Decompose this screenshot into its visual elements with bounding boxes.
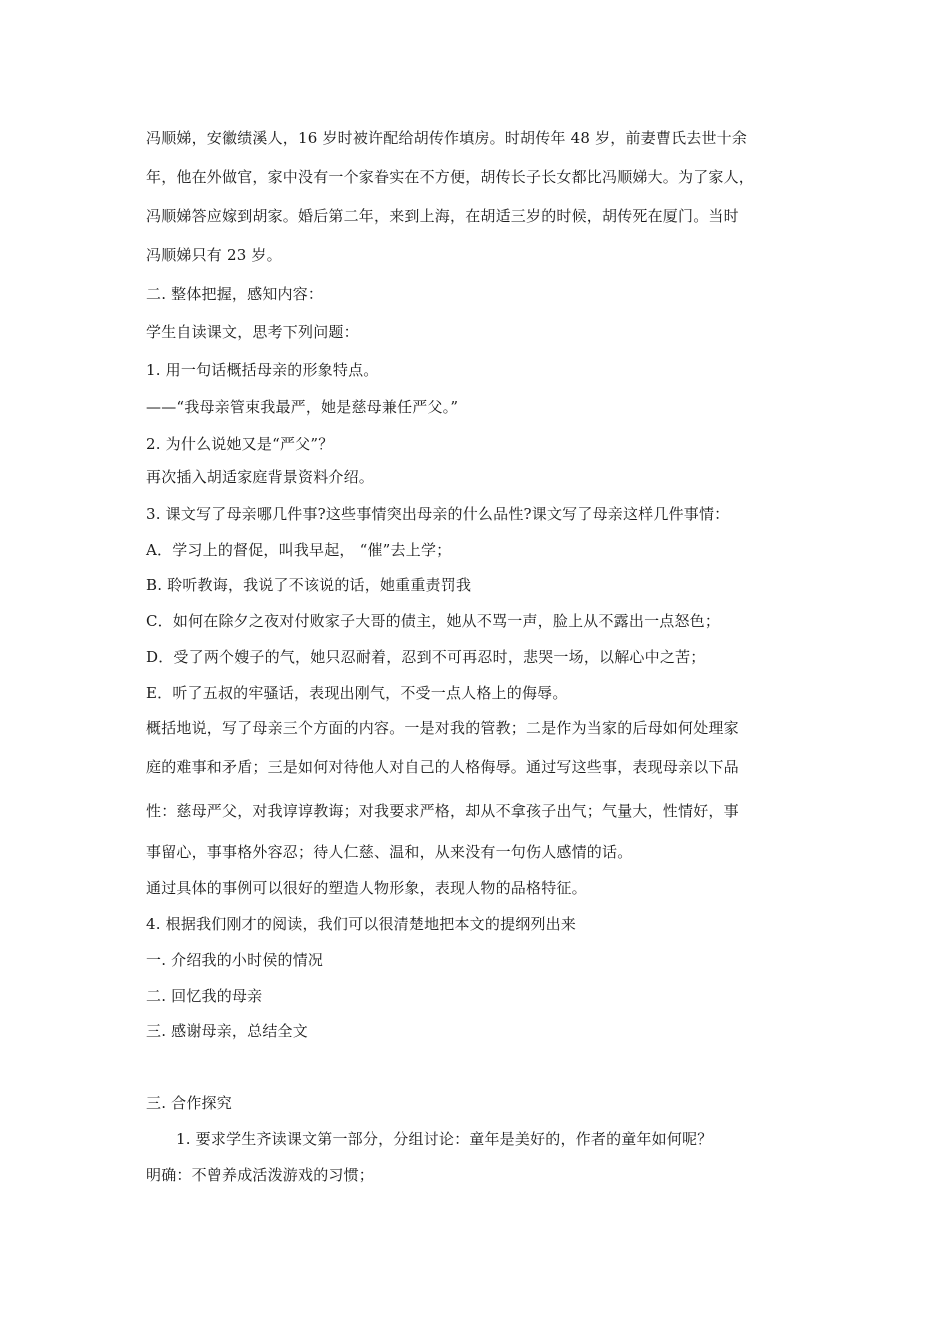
- question-3: 3. 课文写了母亲哪几件事?这些事情突出母亲的什么品性?课文写了母亲这样几件事情：: [146, 505, 730, 523]
- summary-line-1: 概括地说，写了母亲三个方面的内容。一是对我的管教；二是作为当家的后母如何处理家: [146, 719, 739, 737]
- summary-note: 通过具体的事例可以很好的塑造人物形象，表现人物的品格特征。: [146, 879, 587, 897]
- event-d: D．受了两个嫂子的气，她只忍耐着，忍到不可再忍时，悲哭一场，以解心中之苦；: [146, 648, 706, 666]
- background-line-3: 冯顺娣答应嫁到胡家。婚后第二年，来到上海，在胡适三岁的时候，胡传死在厦门。当时: [146, 207, 739, 225]
- summary-line-2: 庭的难事和矛盾；三是如何对待他人对自己的人格侮辱。通过写这些事，表现母亲以下品: [146, 758, 739, 776]
- question-1: 1. 用一句话概括母亲的形象特点。: [146, 361, 379, 379]
- event-e: E．听了五叔的牢骚话，表现出刚气，不受一点人格上的侮辱。: [146, 684, 568, 702]
- event-a: A．学习上的督促，叫我早起， “催”去上学；: [146, 541, 452, 559]
- question-1-answer: ——“我母亲管束我最严，她是慈母兼任严父。”: [146, 398, 459, 416]
- summary-line-3: 性：慈母严父，对我谆谆教诲；对我要求严格，却从不拿孩子出气；气量大，性情好，事: [146, 802, 739, 820]
- outline-item-3: 三. 感谢母亲，总结全文: [146, 1022, 308, 1040]
- question-2-answer: 再次插入胡适家庭背景资料介绍。: [146, 468, 375, 486]
- section2-intro: 学生自读课文，思考下列问题：: [146, 323, 359, 341]
- outline-item-2: 二. 回忆我的母亲: [146, 987, 263, 1005]
- question-4: 4. 根据我们刚才的阅读，我们可以很清楚地把本文的提纲列出来: [146, 915, 577, 933]
- section3-answer: 明确：不曾养成活泼游戏的习惯；: [146, 1166, 375, 1184]
- event-b: B. 聆听教诲，我说了不该说的话，她重重责罚我: [146, 576, 472, 594]
- background-line-4: 冯顺娣只有 23 岁。: [146, 246, 282, 264]
- summary-line-4: 事留心，事事格外容忍；待人仁慈、温和，从来没有一句伤人感情的话。: [146, 843, 633, 861]
- background-line-2: 年，他在外做官，家中没有一个家眷实在不方便，胡传长子长女都比冯顺娣大。为了家人，: [146, 168, 755, 186]
- section2-heading: 二. 整体把握，感知内容：: [146, 285, 324, 303]
- background-line-1: 冯顺娣，安徽绩溪人，16 岁时被许配给胡传作填房。时胡传年 48 岁，前妻曹氏去世十余: [146, 129, 748, 147]
- section3-heading: 三. 合作探究: [146, 1094, 232, 1112]
- section3-task: 1. 要求学生齐读课文第一部分，分组讨论：童年是美好的，作者的童年如何呢？: [176, 1130, 713, 1148]
- event-c: C．如何在除夕之夜对付败家子大哥的债主，她从不骂一声，脸上从不露出一点怒色；: [146, 612, 721, 630]
- outline-item-1: 一. 介绍我的小时侯的情况: [146, 951, 324, 969]
- question-2: 2. 为什么说她又是“严父”？: [146, 435, 334, 453]
